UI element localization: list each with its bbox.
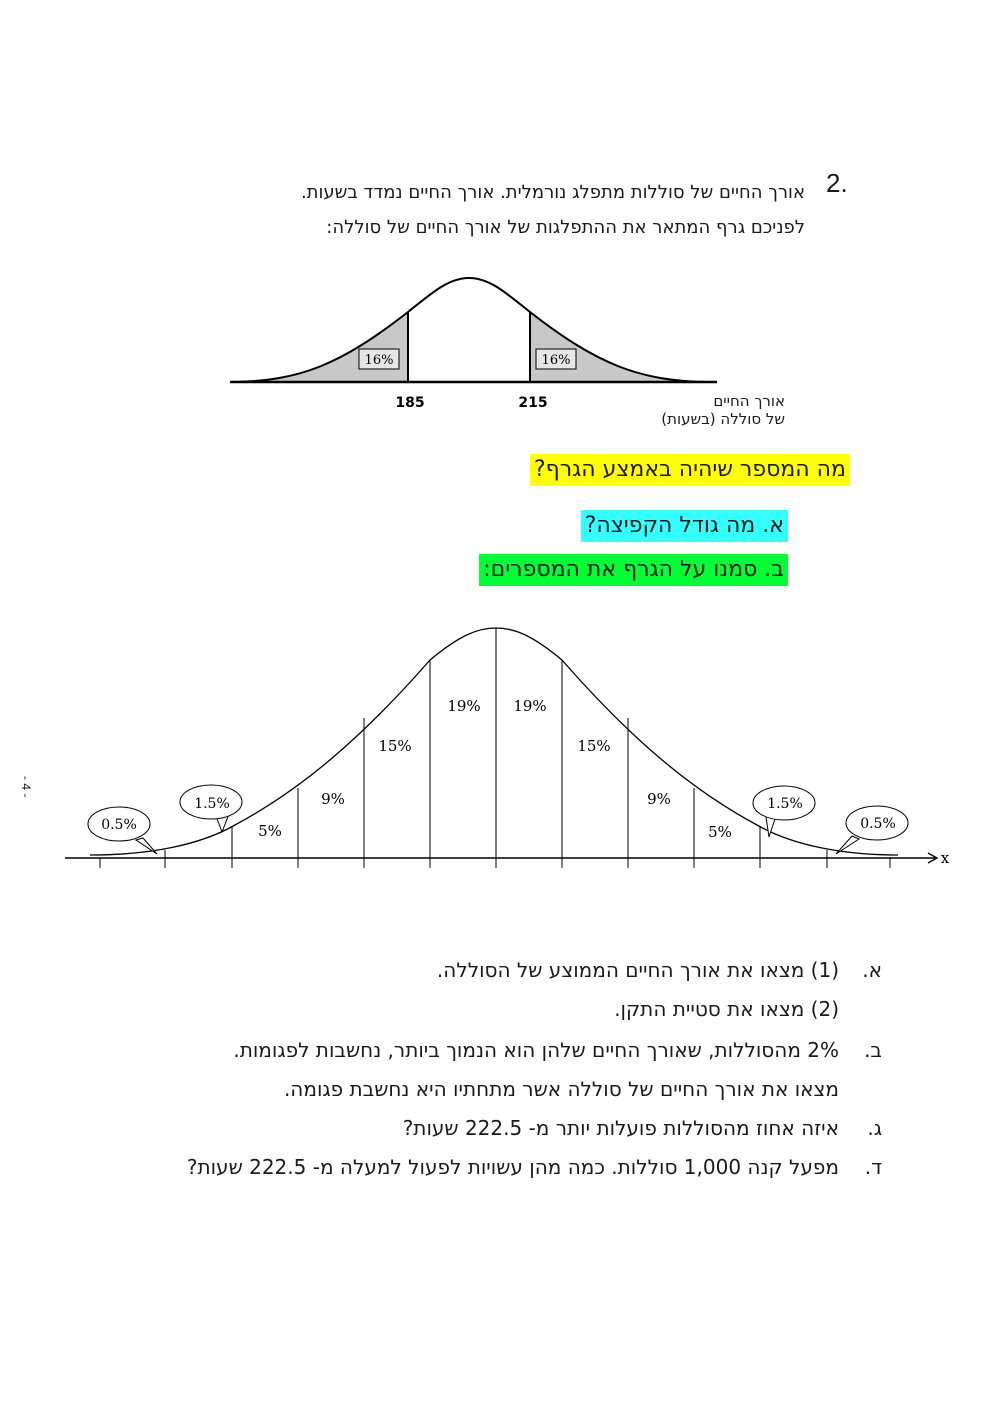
- question-item-d: [102, 1155, 882, 1185]
- question-text: מפעל קנה 1,000 סוללות. כמה מהן עשויות לפעול למעלה מ- 222.5 שעות?: [186, 1155, 839, 1179]
- region-label-5pct-left: 5%: [258, 822, 282, 840]
- question-item-b1: [102, 1038, 882, 1068]
- question-text: איזה אחוז מהסוללות פועלות יותר מ- 222.5 שעות?: [402, 1116, 839, 1140]
- question-text: (2) מצאו את סטיית התקן.: [614, 997, 839, 1021]
- question-item-a1: [102, 958, 882, 988]
- question-item-b2: [102, 1077, 882, 1107]
- callout-0-5pct-right: [836, 806, 908, 854]
- highlight-mark-numbers: ב. סמנו על הגרף את המספרים:: [479, 554, 788, 586]
- right-tail-shade: [530, 312, 708, 382]
- region-label-15pct-right: 15%: [577, 737, 611, 755]
- large-normal-chart: [0, 600, 1000, 900]
- question-text: (1) מצאו את אורך החיים הממוצע של הסוללה.: [436, 958, 839, 982]
- question-text: מצאו את אורך החיים של סוללה אשר מתחתיו היא נחשבת פגומה.: [283, 1077, 839, 1101]
- callout-bubble: [836, 836, 859, 854]
- question-letter: ב.: [864, 1038, 882, 1062]
- highlight-jump-size: א. מה גודל הקפיצה?: [581, 510, 788, 542]
- region-label-9pct-left: 9%: [321, 790, 345, 808]
- question-number: 2.: [826, 168, 848, 198]
- left-tail-shade: [232, 312, 408, 382]
- callout-0-5pct-left: [88, 807, 157, 854]
- region-label-15pct-left: 15%: [378, 737, 412, 755]
- question-item-c: [102, 1116, 882, 1146]
- question-intro-line2: לפניכם גרף המתאר את ההתפלגות של אורך החיים של סוללה:: [326, 217, 805, 238]
- page-number-mark: - 4 -: [19, 776, 33, 798]
- highlight-middle-number: מה המספר שיהיה באמצע הגרף?: [530, 454, 850, 486]
- small-chart-xlabel-line2: של סוללה (בשעות): [661, 410, 785, 428]
- tick-label-185: 185: [395, 395, 425, 411]
- region-label-5pct-right: 5%: [708, 823, 732, 841]
- x-axis-label: x: [940, 849, 950, 867]
- region-label-left: 16%: [364, 353, 394, 368]
- callout-1-5pct-right: [753, 786, 815, 837]
- tick-label-215: 215: [518, 395, 548, 411]
- region-label-9pct-right: 9%: [647, 790, 671, 808]
- question-item-a2: [102, 997, 882, 1027]
- region-label-19pct-left: 19%: [447, 697, 481, 715]
- callout-label: 1.5%: [767, 796, 803, 812]
- small-chart-xlabel-line1: אורך החיים: [713, 392, 785, 410]
- callout-label: 1.5%: [194, 796, 230, 812]
- question-letter: ג.: [867, 1116, 882, 1140]
- question-text: 2% מהסוללות, שאורך החיים שלהן הוא הנמוך ביותר, נחשבות לפגומות.: [233, 1038, 839, 1062]
- question-intro-line1: אורך החיים של סוללות מתפלג נורמלית. אורך החיים נמדד בשעות.: [300, 182, 805, 203]
- callout-1-5pct-left: [180, 785, 242, 832]
- region-label-right: 16%: [541, 353, 571, 368]
- callout-label: 0.5%: [860, 816, 896, 832]
- bell-curve: [90, 628, 898, 855]
- question-letter: א.: [862, 958, 882, 982]
- callout-label: 0.5%: [101, 817, 137, 833]
- question-letter: ד.: [864, 1155, 882, 1179]
- bell-curve: [232, 278, 708, 382]
- region-label-19pct-right: 19%: [513, 697, 547, 715]
